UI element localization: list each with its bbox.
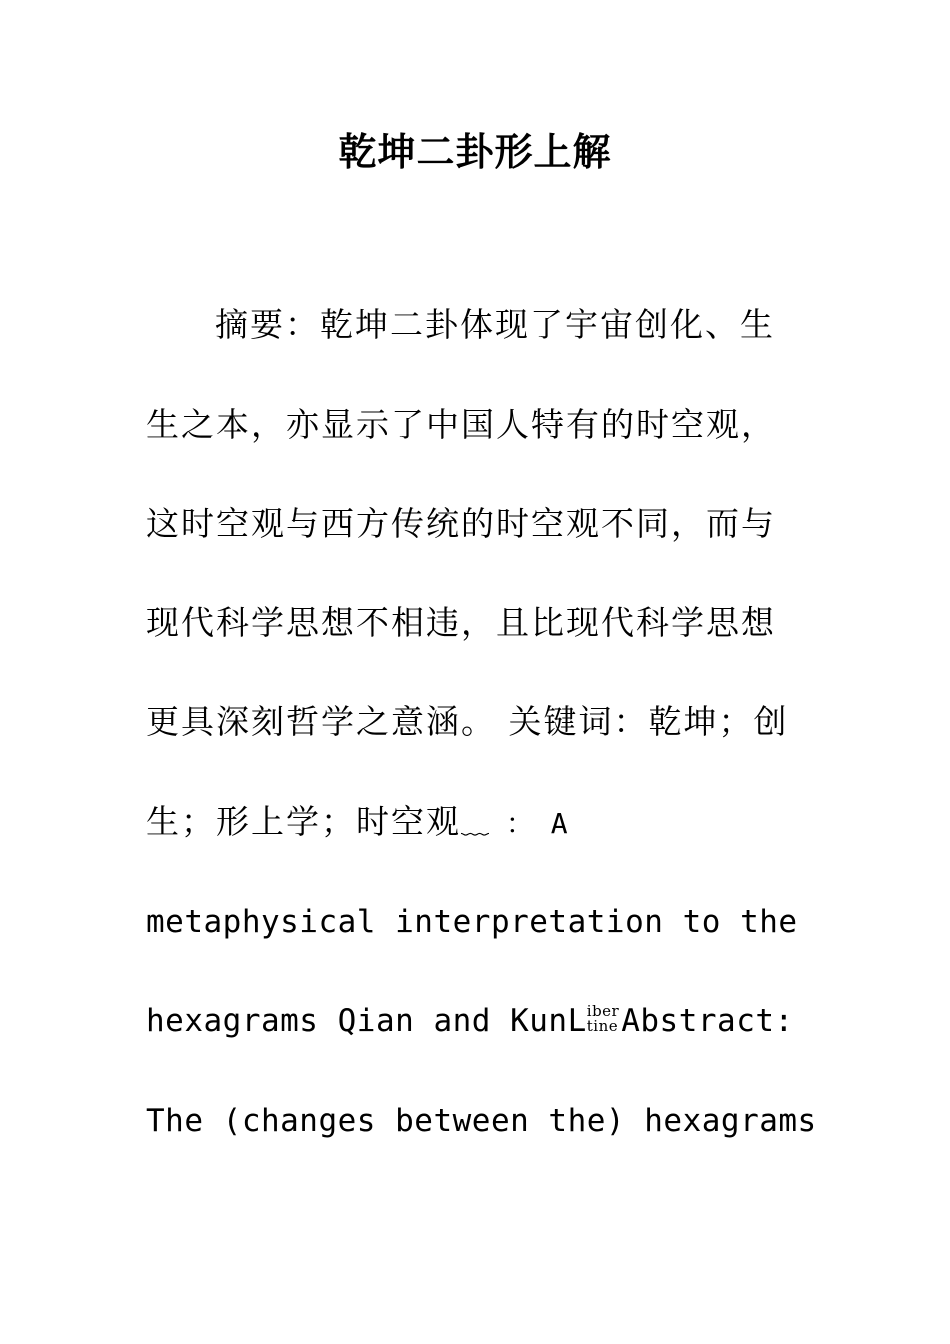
- garbled-bottom: tine: [586, 1016, 619, 1035]
- keywords-line: [146, 797, 568, 853]
- keywords-tail: ﹏ ： A: [461, 807, 568, 840]
- abstract-line-4: 现代科学思想不相违，且比现代科学思想: [146, 603, 776, 642]
- garbled-stacked-text: [586, 1001, 620, 1035]
- english-title-text: hexagrams Qian and Kun: [146, 1003, 568, 1039]
- abstract-line-2: 生之本，亦显示了中国人特有的时空观，: [146, 405, 776, 444]
- abstract-line-3: 这时空观与西方传统的时空观不同，而与: [146, 504, 776, 543]
- abstract-label: Abstract:: [621, 1003, 794, 1039]
- garbled-top: iber: [586, 1001, 620, 1020]
- abstract-line-5: 更具深刻哲学之意涵。 关键词：乾坤；创: [146, 702, 789, 741]
- document-title: 乾坤二卦形上解: [338, 130, 612, 174]
- abstract-line-1: 摘要：乾坤二卦体现了宇宙创化、生: [215, 305, 775, 344]
- english-abstract-line-1: The (changes between the) hexagrams: [146, 1103, 817, 1139]
- keywords-text: 生；形上学；时空观: [146, 802, 461, 841]
- english-title-line-2: [146, 996, 794, 1046]
- garbled-prefix: L: [567, 1003, 587, 1039]
- english-title-line-1: metaphysical interpretation to the: [146, 904, 798, 940]
